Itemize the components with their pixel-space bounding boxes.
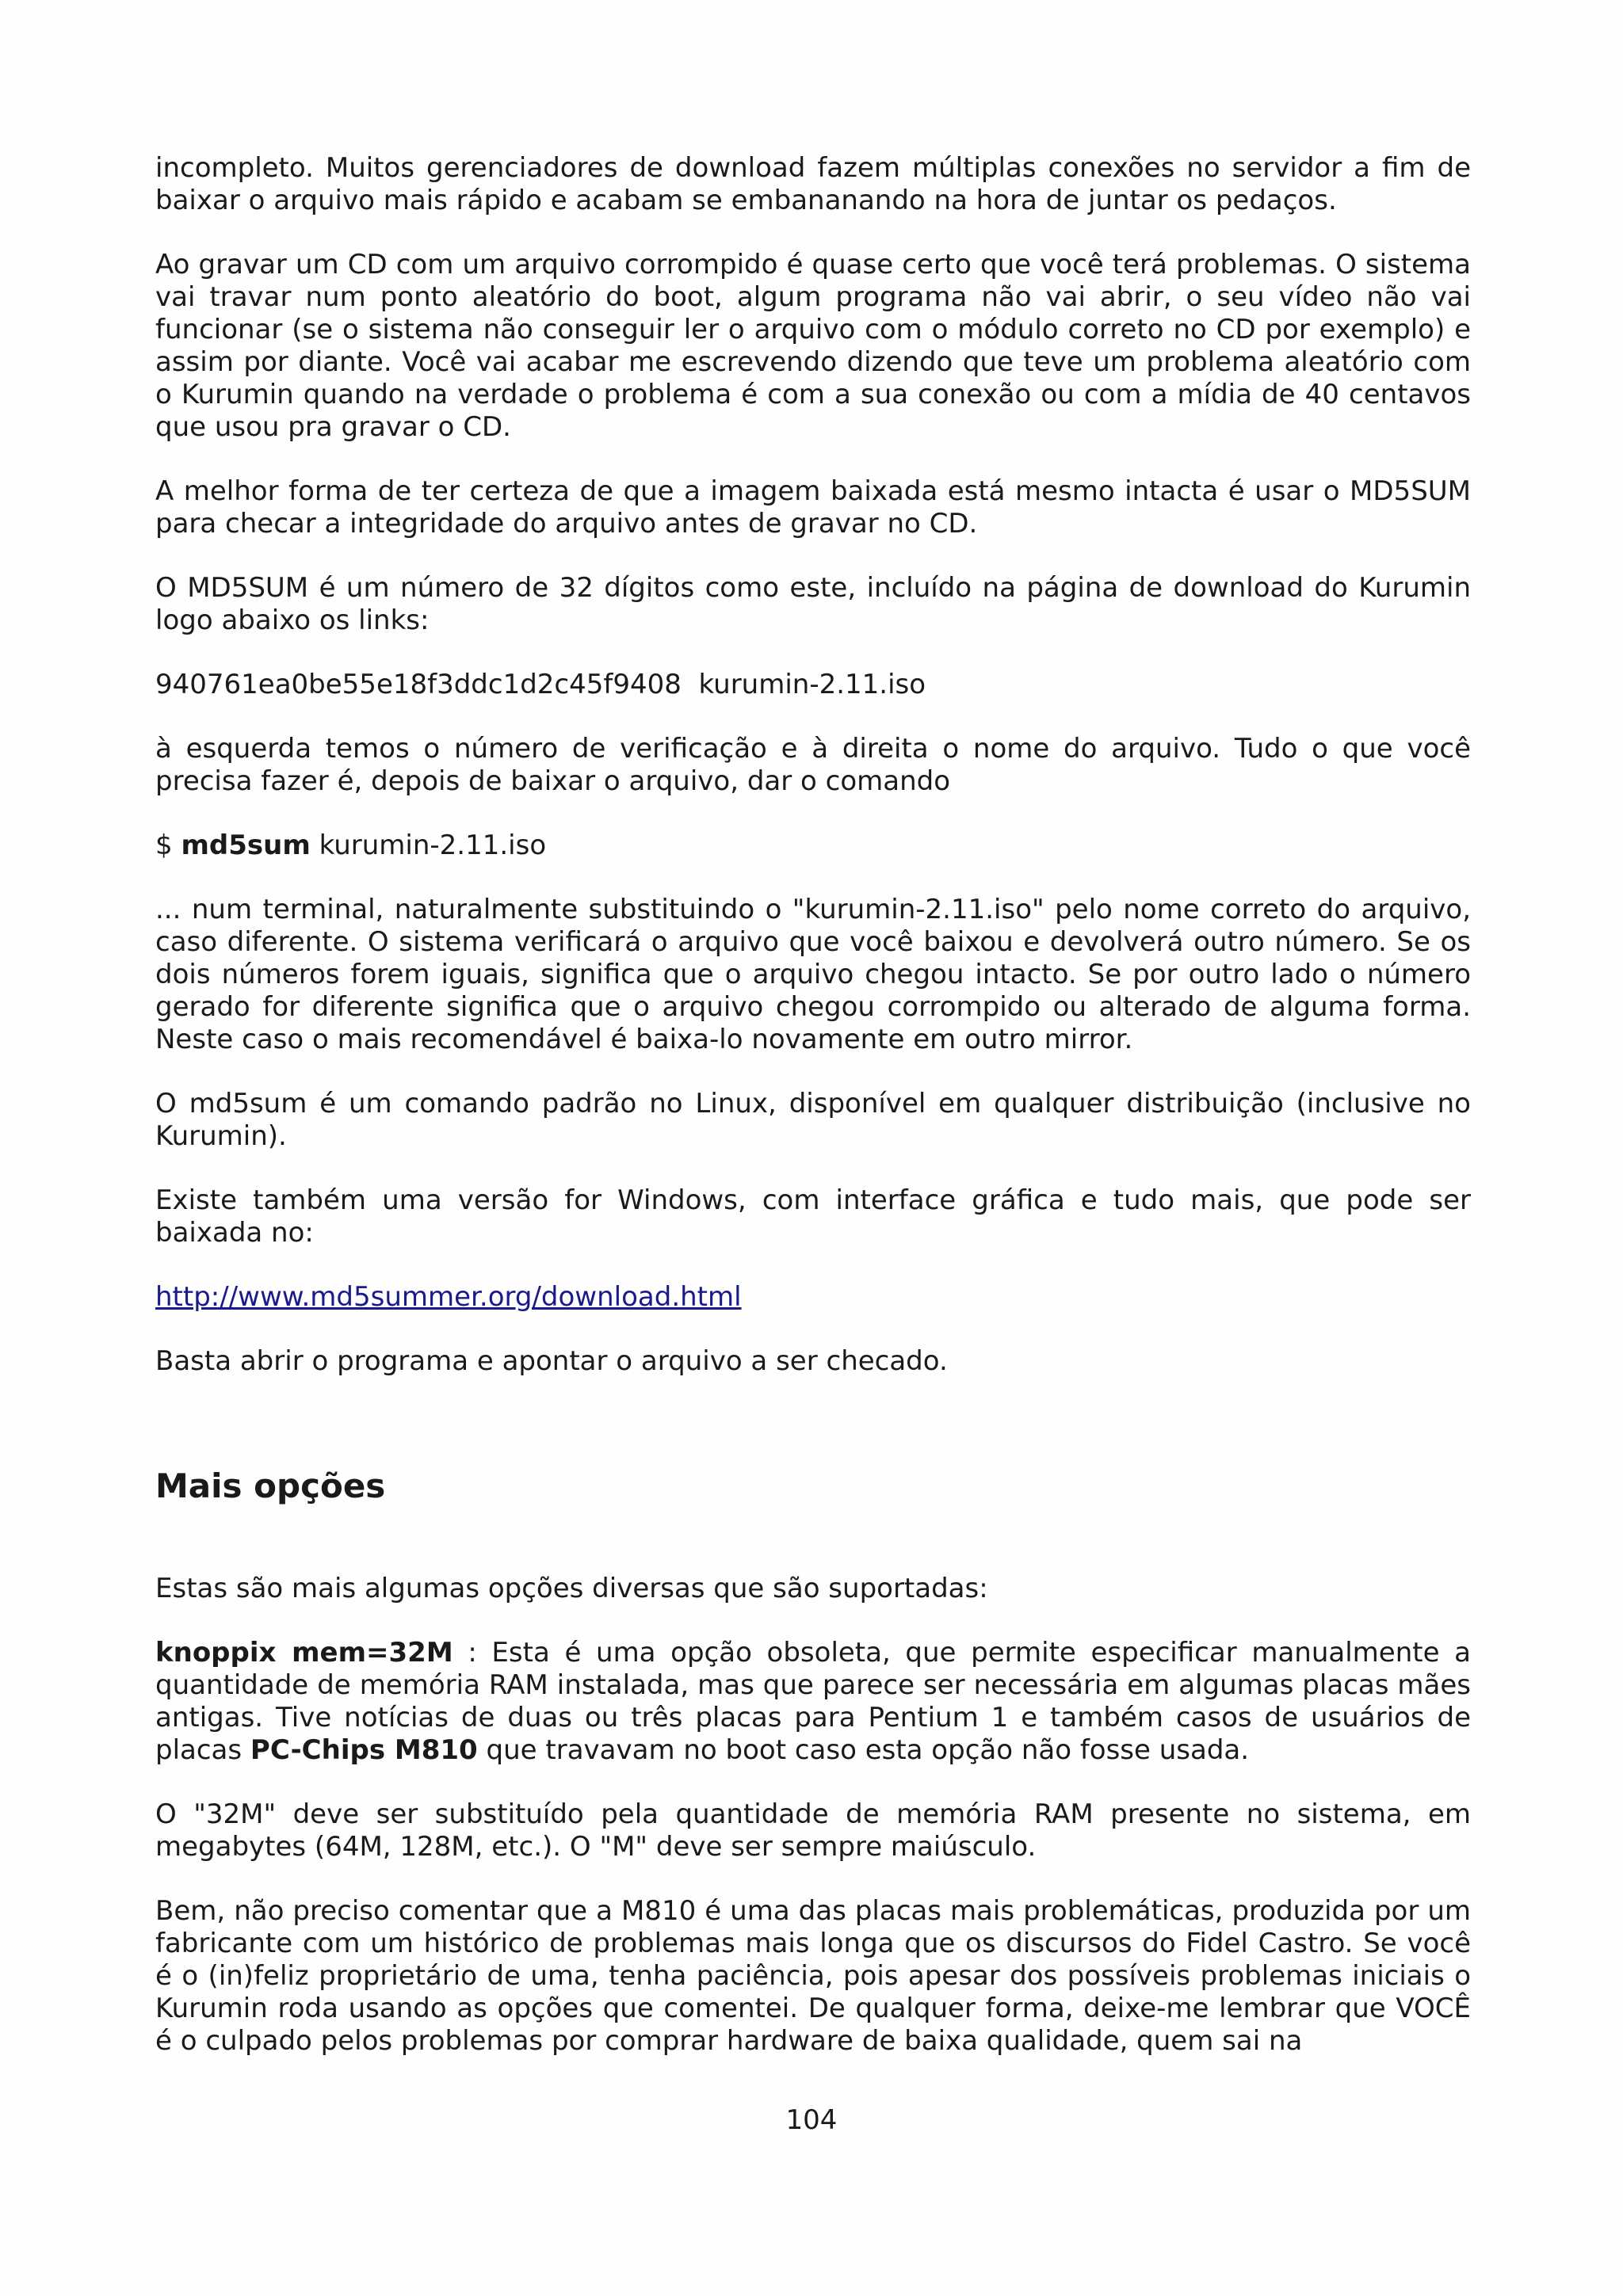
paragraph: A melhor forma de ter certeza de que a imagem baixada está mesmo intacta é usar o MD5SUM para checar a integridade do arquivo antes de gravar no CD.	[155, 475, 1471, 540]
option-paragraph	[155, 1637, 1471, 1767]
option-text: : Esta é uma opção obsoleta, que permite especificar manualmente a quantidade de memória RAM instalada, mas que parece ser necessária em algumas placas mães antigas. Tive notícias de duas ou três placas para Pentium 1 e também casos de usuários de placas	[155, 1637, 1471, 1766]
command-prompt: $	[155, 830, 173, 861]
command-line	[155, 830, 1471, 862]
paragraph: O "32M" deve ser substituído pela quantidade de memória RAM presente no sistema, em megabytes (64M, 128M, etc.). O "M" deve ser sempre maiúsculo.	[155, 1798, 1471, 1863]
paragraph: Existe também uma versão for Windows, com interface gráfica e tudo mais, que pode ser baixada no:	[155, 1184, 1471, 1249]
command-name: md5sum	[181, 830, 311, 861]
option-text-end: que travavam no boot caso esta opção não fosse usada.	[477, 1734, 1250, 1766]
paragraph: O MD5SUM é um número de 32 dígitos como este, incluído na página de download do Kurumin logo abaixo os links:	[155, 572, 1471, 636]
paragraph: à esquerda temos o número de verificação e à direita o nome do arquivo. Tudo o que você precisa fazer é, depois de baixar o arquivo, dar o comando	[155, 733, 1471, 797]
paragraph: Estas são mais algumas opções diversas que são suportadas:	[155, 1573, 988, 1604]
option-name: knoppix mem=32M	[155, 1637, 453, 1669]
link-paragraph	[155, 1281, 1471, 1314]
paragraph: Basta abrir o programa e apontar o arquivo a ser checado.	[155, 1345, 948, 1377]
section-heading: Mais opções	[155, 1466, 386, 1505]
command-argument: kurumin-2.11.iso	[319, 830, 547, 861]
download-link[interactable]: http://www.md5summer.org/download.html	[155, 1281, 742, 1313]
paragraph: Ao gravar um CD com um arquivo corrompido é quase certo que você terá problemas. O sistema vai travar num ponto aleatório do boot, algum programa não vai abrir, o seu vídeo não vai funcionar (se o sistema não conseguir ler o arquivo com o módulo correto no CD por exemplo) e assim por diante. Você vai acabar me escrevendo dizendo que teve um problema aleatório com o Kurumin quando na verdade o problema é com a sua conexão ou com a mídia de 40 centavos que usou pra gravar o CD.	[155, 249, 1471, 443]
paragraph: O md5sum é um comando padrão no Linux, disponível em qualquer distribuição (inclusive no Kurumin).	[155, 1088, 1471, 1152]
paragraph: incompleto. Muitos gerenciadores de download fazem múltiplas conexões no servidor a fim de baixar o arquivo mais rápido e acabam se embananando na hora de juntar os pedaços.	[155, 152, 1471, 216]
board-name: PC-Chips M810	[250, 1734, 478, 1766]
paragraph: ... num terminal, naturalmente substituindo o "kurumin-2.11.iso" pelo nome correto do arquivo, caso diferente. O sistema verificará o arquivo que você baixou e devolverá outro número. Se os dois números forem iguais, significa que o arquivo chegou intacto. Se por outro lado o número gerado for diferente significa que o arquivo chegou corrompido ou alterado de alguma forma. Neste caso o mais recomendável é baixa-lo novamente em outro mirror.	[155, 894, 1471, 1055]
paragraph: Bem, não preciso comentar que a M810 é uma das placas mais problemáticas, produzida por um fabricante com um histórico de problemas mais longa que os discursos do Fidel Castro. Se você é o (in)feliz proprietário de uma, tenha paciência, pois apesar dos possíveis problemas iniciais o Kurumin roda usando as opções que comentei. De qualquer forma, deixe-me lembrar que VOCÊ é o culpado pelos problemas por comprar hardware de baixa qualidade, quem sai na	[155, 1895, 1471, 2057]
md5-hash-line: 940761ea0be55e18f3ddc1d2c45f9408 kurumin-2.11.iso	[155, 669, 926, 700]
page-number: 104	[785, 2104, 838, 2136]
